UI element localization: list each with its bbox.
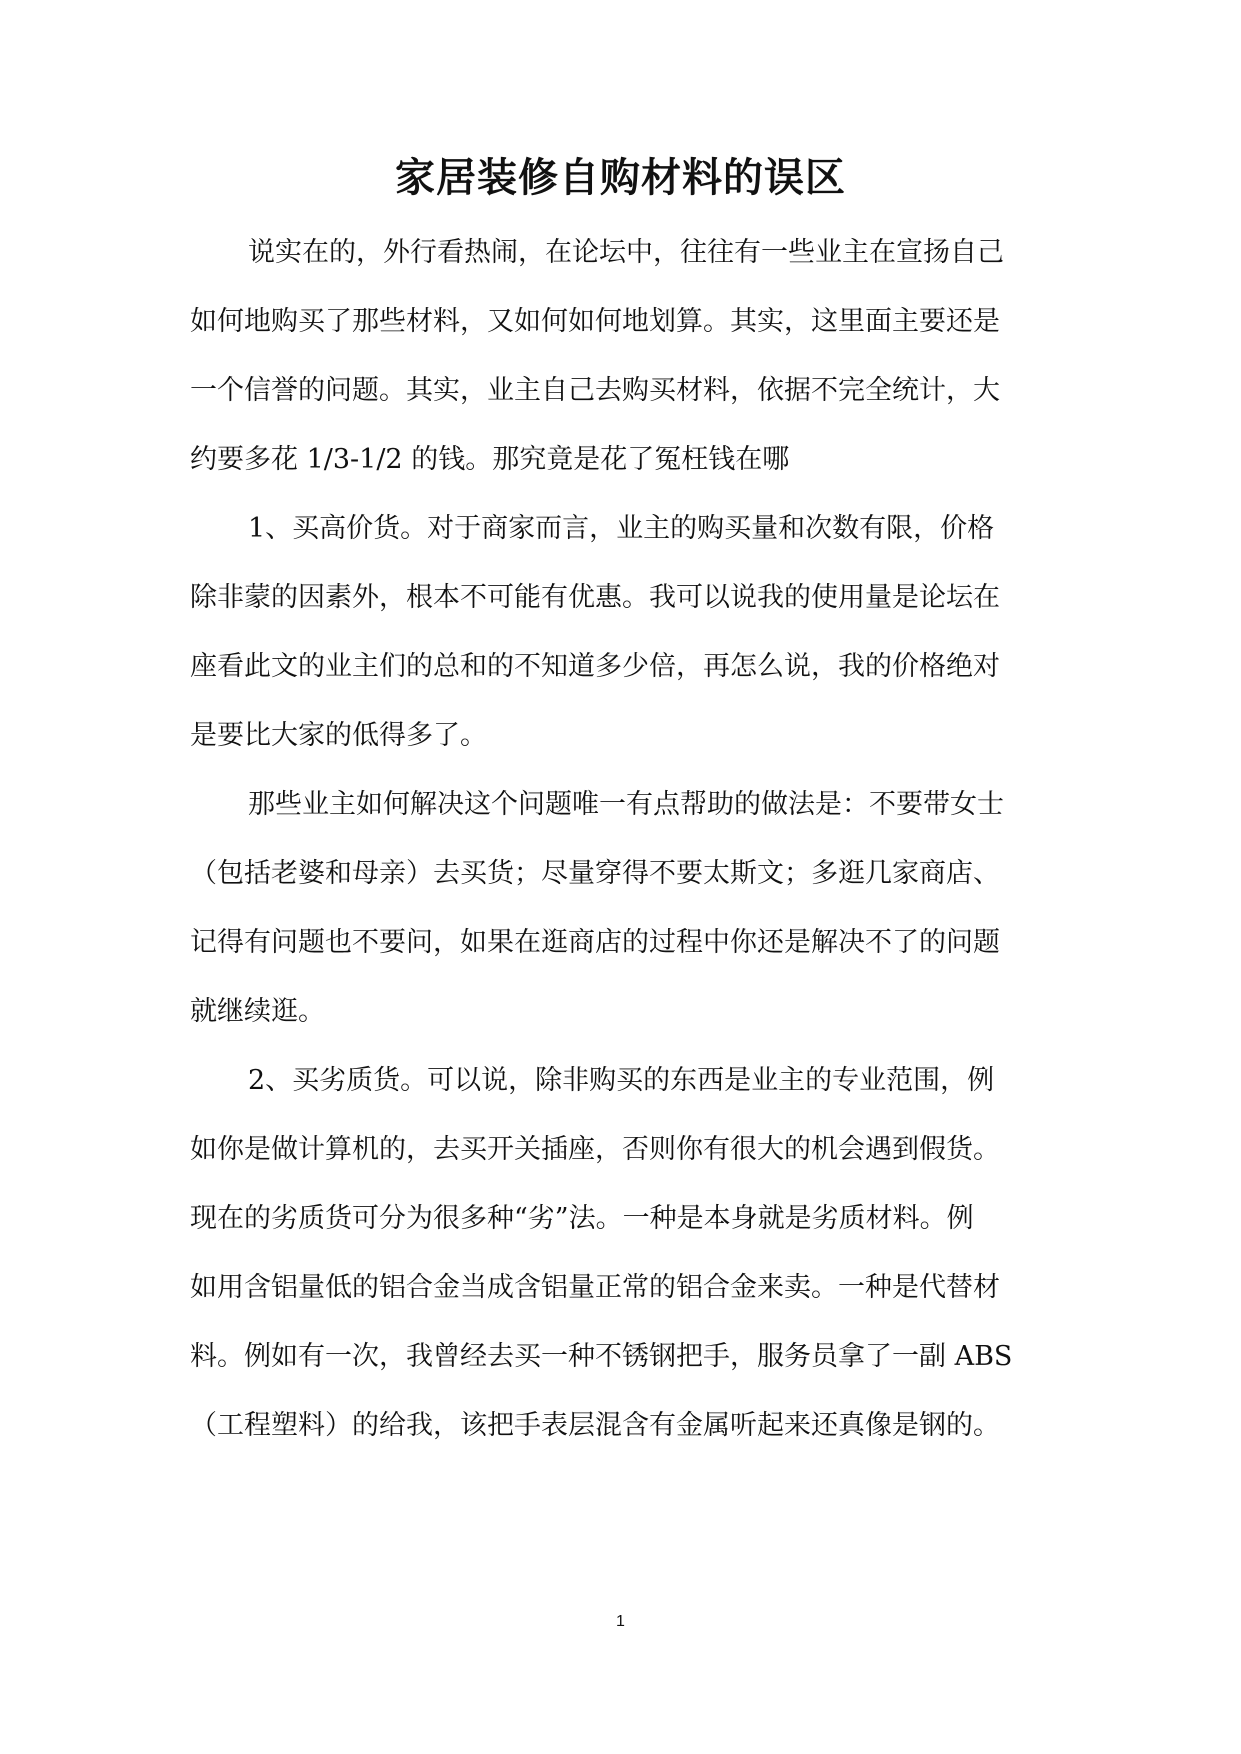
text-line: 1、买高价货。对于商家而言，业主的购买量和次数有限，价格 xyxy=(248,513,995,544)
text-line: 现在的劣质货可分为很多种“劣”法。一种是本身就是劣质材料。例 xyxy=(190,1203,974,1234)
page-number: 1 xyxy=(616,1613,625,1630)
text-line: （工程塑料）的给我，该把手表层混含有金属听起来还真像是钢的。 xyxy=(190,1410,1000,1441)
text-line: 座看此文的业主们的总和的不知道多少倍，再怎么说，我的价格绝对 xyxy=(190,651,1000,682)
text-line: 料。例如有一次，我曾经去买一种不锈钢把手，服务员拿了一副 ABS xyxy=(190,1341,1013,1372)
text-line: 如何地购买了那些材料，又如何如何地划算。其实，这里面主要还是 xyxy=(190,306,1000,337)
text-line: （包括老婆和母亲）去买货；尽量穿得不要太斯文；多逛几家商店、 xyxy=(190,858,1000,889)
text-line: 2、买劣质货。可以说，除非购买的东西是业主的专业范围，例 xyxy=(248,1065,995,1096)
text-line: 就继续逛。 xyxy=(190,996,325,1027)
text-line: 一个信誉的问题。其实，业主自己去购买材料，依据不完全统计，大 xyxy=(190,375,1000,406)
text-line: 如用含铝量低的铝合金当成含铝量正常的铝合金来卖。一种是代替材 xyxy=(190,1272,1000,1303)
text-line: 记得有问题也不要问，如果在逛商店的过程中你还是解决不了的问题 xyxy=(190,927,1000,958)
text-line: 除非蒙的因素外，根本不可能有优惠。我可以说我的使用量是论坛在 xyxy=(190,582,1000,613)
text-line: 如你是做计算机的，去买开关插座，否则你有很大的机会遇到假货。 xyxy=(190,1134,1000,1165)
text-line: 那些业主如何解决这个问题唯一有点帮助的做法是：不要带女士 xyxy=(248,789,1004,820)
document-title: 家居装修自购材料的误区 xyxy=(395,154,846,201)
text-line: 说实在的，外行看热闹，在论坛中，往往有一些业主在宣扬自己 xyxy=(248,237,1004,268)
text-line: 是要比大家的低得多了。 xyxy=(190,720,487,751)
text-line: 约要多花 1/3-1/2 的钱。那究竟是花了冤枉钱在哪 xyxy=(190,444,790,475)
